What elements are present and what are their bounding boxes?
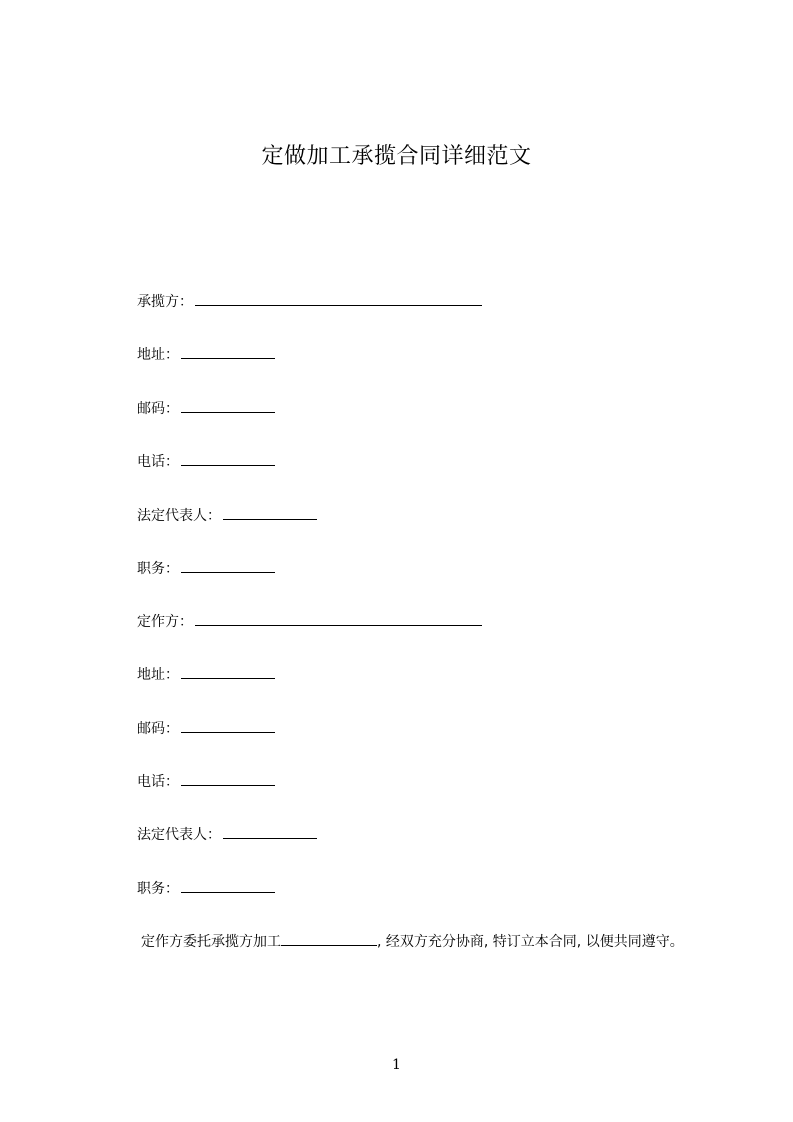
- contractor-address-label: 地址：: [137, 347, 179, 363]
- contract-intro-paragraph: [105, 931, 705, 953]
- contractor-postcode-blank: [181, 398, 275, 413]
- orderer-party-field: [137, 611, 482, 631]
- orderer-phone-label: 电话：: [137, 774, 179, 790]
- contractor-phone-blank: [181, 451, 275, 466]
- orderer-postcode-field: [137, 718, 275, 738]
- contractor-phone-field: [137, 451, 275, 471]
- orderer-postcode-blank: [181, 718, 275, 733]
- contractor-address-blank: [181, 344, 275, 359]
- contractor-phone-label: 电话：: [137, 454, 179, 470]
- orderer-legal-rep-field: [137, 824, 317, 844]
- contractor-party-blank: [195, 291, 482, 306]
- contractor-position-field: [137, 558, 275, 578]
- paragraph-text-start: 定作方委托承揽方加工: [141, 934, 281, 950]
- orderer-phone-blank: [181, 771, 275, 786]
- paragraph-text-end: , 经双方充分协商, 特订立本合同, 以便共同遵守。: [377, 934, 684, 950]
- contractor-position-blank: [181, 558, 275, 573]
- orderer-position-field: [137, 878, 275, 898]
- orderer-position-blank: [181, 878, 275, 893]
- processing-item-blank: [281, 931, 377, 946]
- orderer-legal-rep-blank: [223, 824, 317, 839]
- contractor-legal-rep-label: 法定代表人：: [137, 508, 221, 524]
- orderer-postcode-label: 邮码：: [137, 721, 179, 737]
- orderer-address-blank: [181, 664, 275, 679]
- orderer-legal-rep-label: 法定代表人：: [137, 827, 221, 843]
- orderer-address-field: [137, 664, 275, 684]
- contractor-party-label: 承揽方：: [137, 294, 193, 310]
- contractor-legal-rep-field: [137, 505, 317, 525]
- contractor-postcode-label: 邮码：: [137, 401, 179, 417]
- contractor-postcode-field: [137, 398, 275, 418]
- page-number: 1: [392, 1057, 401, 1073]
- orderer-address-label: 地址：: [137, 667, 179, 683]
- contractor-position-label: 职务：: [137, 561, 179, 577]
- orderer-party-blank: [195, 611, 482, 626]
- orderer-party-label: 定作方：: [137, 614, 193, 630]
- contractor-party-field: [137, 291, 482, 311]
- orderer-phone-field: [137, 771, 275, 791]
- orderer-position-label: 职务：: [137, 881, 179, 897]
- document-title: 定做加工承揽合同详细范文: [261, 144, 532, 169]
- contractor-legal-rep-blank: [223, 505, 317, 520]
- contractor-address-field: [137, 344, 275, 364]
